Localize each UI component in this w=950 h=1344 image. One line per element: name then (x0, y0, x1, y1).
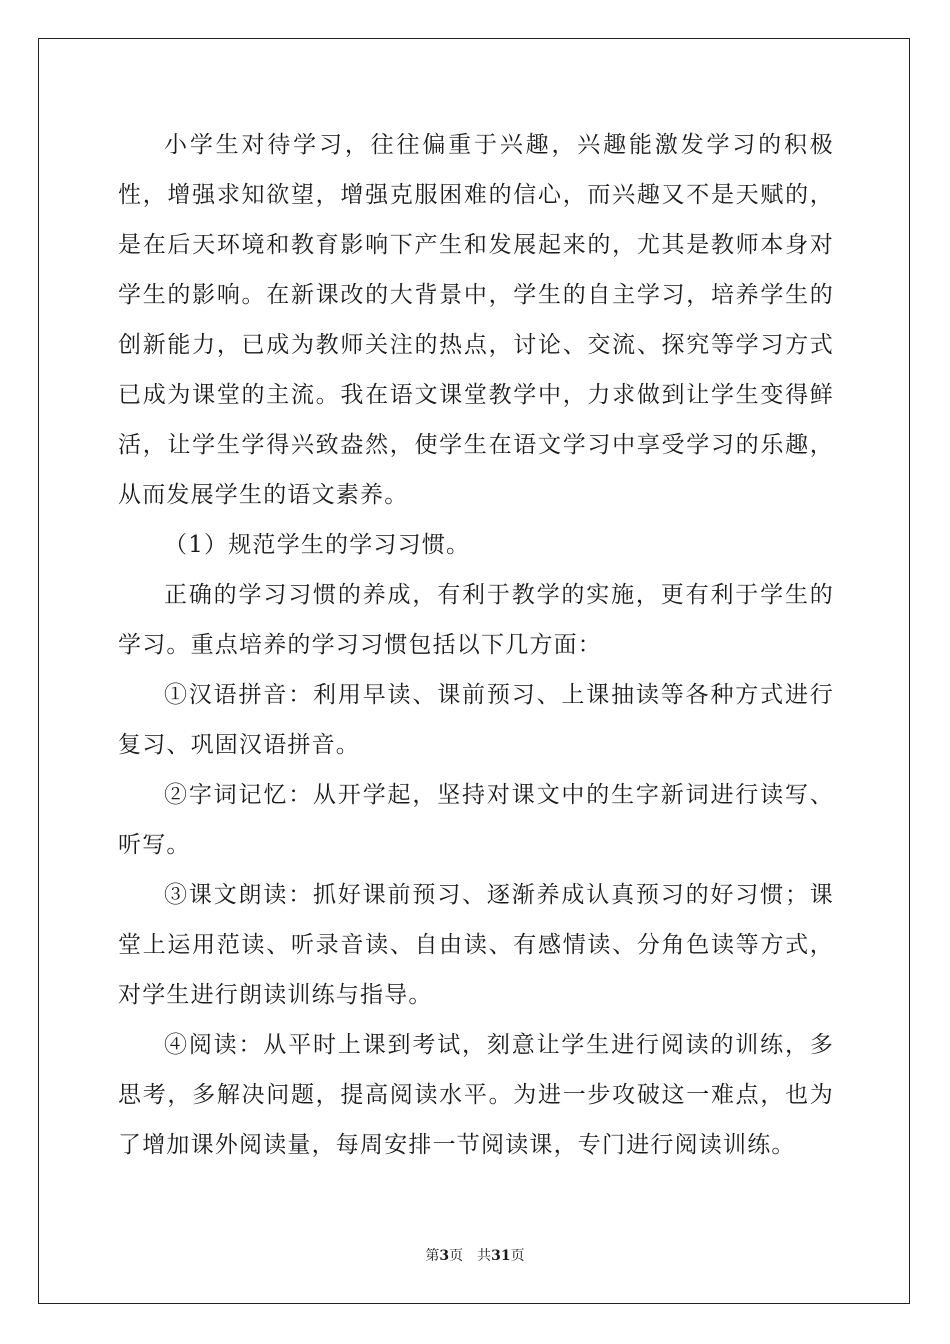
paragraph: ④阅读：从平时上课到考试，刻意让学生进行阅读的训练，多思考，多解决问题，提高阅读水平。为进一步攻破这一难点，也为了增加课外阅读量，每周安排一节阅读课，专门进行阅读训练。 (118, 1032, 834, 1158)
page-prefix: 第 (425, 1248, 440, 1264)
paragraph: ②字词记忆：从开学起，坚持对课文中的生字新词进行读写、听写。 (118, 782, 834, 858)
paragraph: 正确的学习习惯的养成，有利于教学的实施，更有利于学生的学习。重点培养的学习习惯包括以下几方面： (118, 582, 834, 658)
paragraph: 小学生对待学习，往往偏重于兴趣，兴趣能激发学习的积极性，增强求知欲望，增强克服困难的信心，而兴趣又不是天赋的，是在后天环境和教育影响下产生和发展起来的，尤其是教师本身对学生的影响。在新课改的大背景中，学生的自主学习，培养学生的创新能力，已成为教师关注的热点，讨论、交流、探究等学习方式已成为课堂的主流。我在语文课堂教学中，力求做到让学生变得鲜活，让学生学得兴致盎然，使学生在语文学习中享受学习的乐趣，从而发展学生的语文素养。 (118, 132, 834, 508)
page-number: 3 (439, 1248, 450, 1264)
page-footer (0, 1246, 950, 1266)
total-pages: 31 (491, 1248, 511, 1264)
page-suffix: 页 (449, 1248, 464, 1264)
total-prefix: 共 (477, 1248, 492, 1264)
paragraph: ①汉语拼音：利用早读、课前预习、上课抽读等各种方式进行复习、巩固汉语拼音。 (118, 682, 834, 758)
paragraph: ③课文朗读：抓好课前预习、逐渐养成认真预习的好习惯；课堂上运用范读、听录音读、自由读、有感情读、分角色读等方式，对学生进行朗读训练与指导。 (118, 882, 834, 1008)
paragraph-heading: （1）规范学生的学习习惯。 (164, 532, 471, 558)
total-suffix: 页 (510, 1248, 525, 1264)
document-body (118, 120, 834, 1170)
